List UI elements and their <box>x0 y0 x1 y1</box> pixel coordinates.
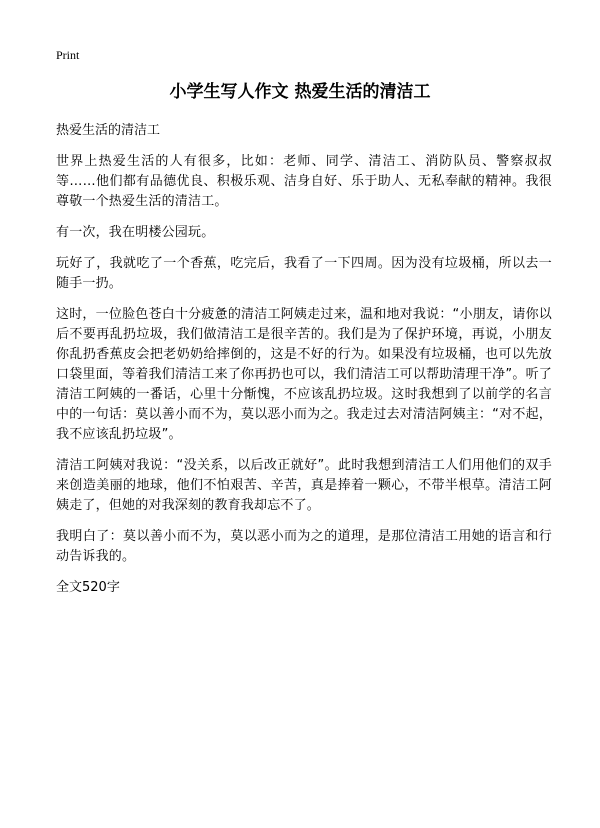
paragraph-conclusion: 我明白了：莫以善小而不为，莫以恶小而为之的道理，是那位清洁工用她的语言和行动告诉我的。 <box>56 529 552 564</box>
paragraph-park: 有一次，我在明楼公园玩。 <box>56 225 215 240</box>
article-body <box>56 121 552 598</box>
paragraph-cleaner-reply: 清洁工阿姨对我说：“没关系，以后改正就好”。此时我想到清洁工人们用他们的双手来创造美丽的地球，他们不怕艰苦、辛苦，真是捧着一颗心，不带半根草。清洁工阿姨走了，但她的对我深刻的教育我却忘不了。 <box>56 458 552 513</box>
page-title: 小学生写人作文 热爱生活的清洁工 <box>169 82 431 102</box>
paragraph-intro: 世界上热爱生活的人有很多，比如：老师、同学、清洁工、消防队员、警察叔叔等……他们都有品德优良、积极乐观、洁身自好、乐于助人、无私奉献的精神。我很尊敬一个热爱生活的清洁工。 <box>56 154 552 209</box>
word-count: 全文520字 <box>56 580 120 595</box>
article-subtitle: 热爱生活的清洁工 <box>56 123 161 138</box>
paragraph-cleaner-talk: 这时，一位脸色苍白十分疲惫的清洁工阿姨走过来，温和地对我说：“小朋友，请你以后不要再乱扔垃圾，我们做清洁工是很辛苦的。我们是为了保护环境，再说，小朋友你乱扔香蕉皮会把老奶奶给摔倒的，这是不好的行为。如果没有垃圾桶，也可以先放口袋里面，等着我们清洁工来了你再扔也可以，我们清洁工可以帮助清理干净”。听了清洁工阿姨的一番话，心里十分惭愧，不应该乱扔垃圾。这时我想到了以前学的名言中的一句话：莫以善小而不为，莫以恶小而为之。我走过去对清洁阿姨主：“对不起，我不应该乱扔垃圾”。 <box>56 307 552 442</box>
paragraph-banana: 玩好了，我就吃了一个香蕉，吃完后，我看了一下四周。因为没有垃圾桶，所以去一随手一扔。 <box>56 256 552 291</box>
print-link[interactable]: Print <box>56 48 80 62</box>
